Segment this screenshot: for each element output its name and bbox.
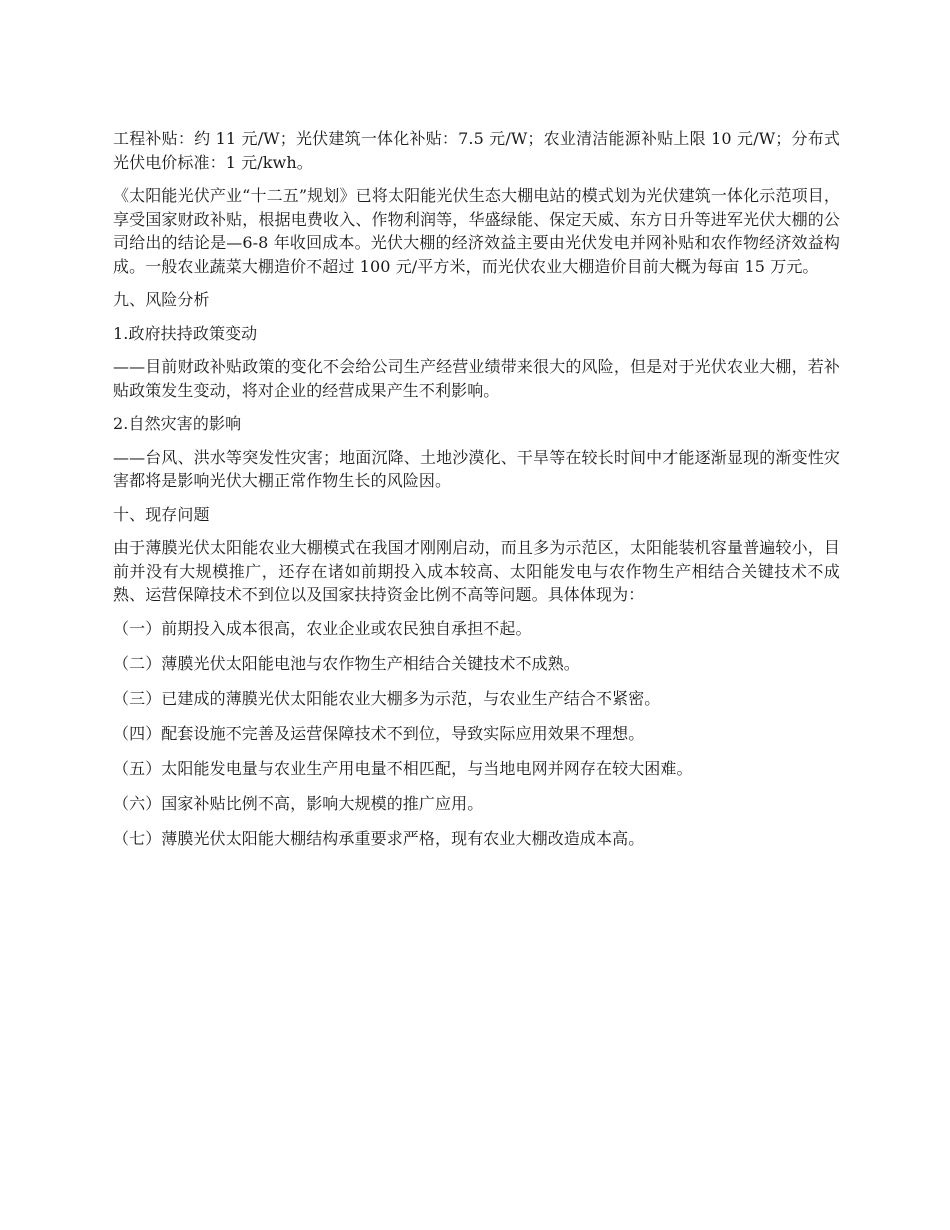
list-item: （六）国家补贴比例不高，影响大规模的推广应用。 bbox=[113, 793, 484, 813]
problems-intro-paragraph: 由于薄膜光伏太阳能农业大棚模式在我国才刚刚启动，而且多为示范区，太阳能装机容量普遍较小，目前并没有大规模推广，还存在诸如前期投入成本较高、太阳能发电与农作物生产相结合关键技术不成熟、运营保障技术不到位以及国家扶持资金比例不高等问题。具体体现为： bbox=[113, 538, 840, 604]
economic-benefit-paragraph: 《太阳能光伏产业“十二五”规划》已将太阳能光伏生态大棚电站的模式划为光伏建筑一体化示范项目，享受国家财政补贴，根据电费收入、作物利润等，华盛绿能、保定天威、东方日升等进军光伏大棚的公司给出的结论是—6-8 年收回成本。光伏大棚的经济效益主要由光伏发电并网补贴和农作物经济效益构成。一般农业蔬菜大棚造价不超过 100 元/平方米，而光伏农业大棚造价目前大概为每亩 15 万元。 bbox=[113, 186, 840, 276]
subheading-policy-change: 1.政府扶持政策变动 bbox=[113, 323, 258, 343]
subsidy-paragraph: 工程补贴：约 11 元/W；光伏建筑一体化补贴：7.5 元/W；农业清洁能源补贴上限 10 元/W；分布式光伏电价标准：1 元/kwh。 bbox=[113, 129, 840, 172]
section-heading-current-problems: 十、现存问题 bbox=[113, 504, 210, 524]
list-item: （五）太阳能发电量与农业生产用电量不相匹配，与当地电网并网存在较大困难。 bbox=[113, 758, 693, 778]
list-item: （三）已建成的薄膜光伏太阳能农业大棚多为示范，与农业生产结合不紧密。 bbox=[113, 688, 661, 708]
subheading-natural-disaster: 2.自然灾害的影响 bbox=[113, 414, 242, 433]
policy-risk-paragraph: ——目前财政补贴政策的变化不会给公司生产经营业绩带来很大的风险，但是对于光伏农业大棚，若补贴政策发生变动，将对企业的经营成果产生不利影响。 bbox=[113, 357, 840, 400]
list-item: （一）前期投入成本很高，农业企业或农民独自承担不起。 bbox=[113, 618, 532, 638]
disaster-risk-paragraph: ——台风、洪水等突发性灾害；地面沉降、土地沙漠化、干旱等在较长时间中才能逐渐显现的渐变性灾害都将是影响光伏大棚正常作物生长的风险因。 bbox=[113, 447, 840, 490]
list-item: （四）配套设施不完善及运营保障技术不到位，导致实际应用效果不理想。 bbox=[113, 723, 645, 743]
list-item: （七）薄膜光伏太阳能大棚结构承重要求严格，现有农业大棚改造成本高。 bbox=[113, 828, 645, 848]
list-item: （二）薄膜光伏太阳能电池与农作物生产相结合关键技术不成熟。 bbox=[113, 653, 580, 673]
section-heading-risk-analysis: 九、风险分析 bbox=[113, 290, 210, 309]
document-page bbox=[113, 127, 840, 862]
